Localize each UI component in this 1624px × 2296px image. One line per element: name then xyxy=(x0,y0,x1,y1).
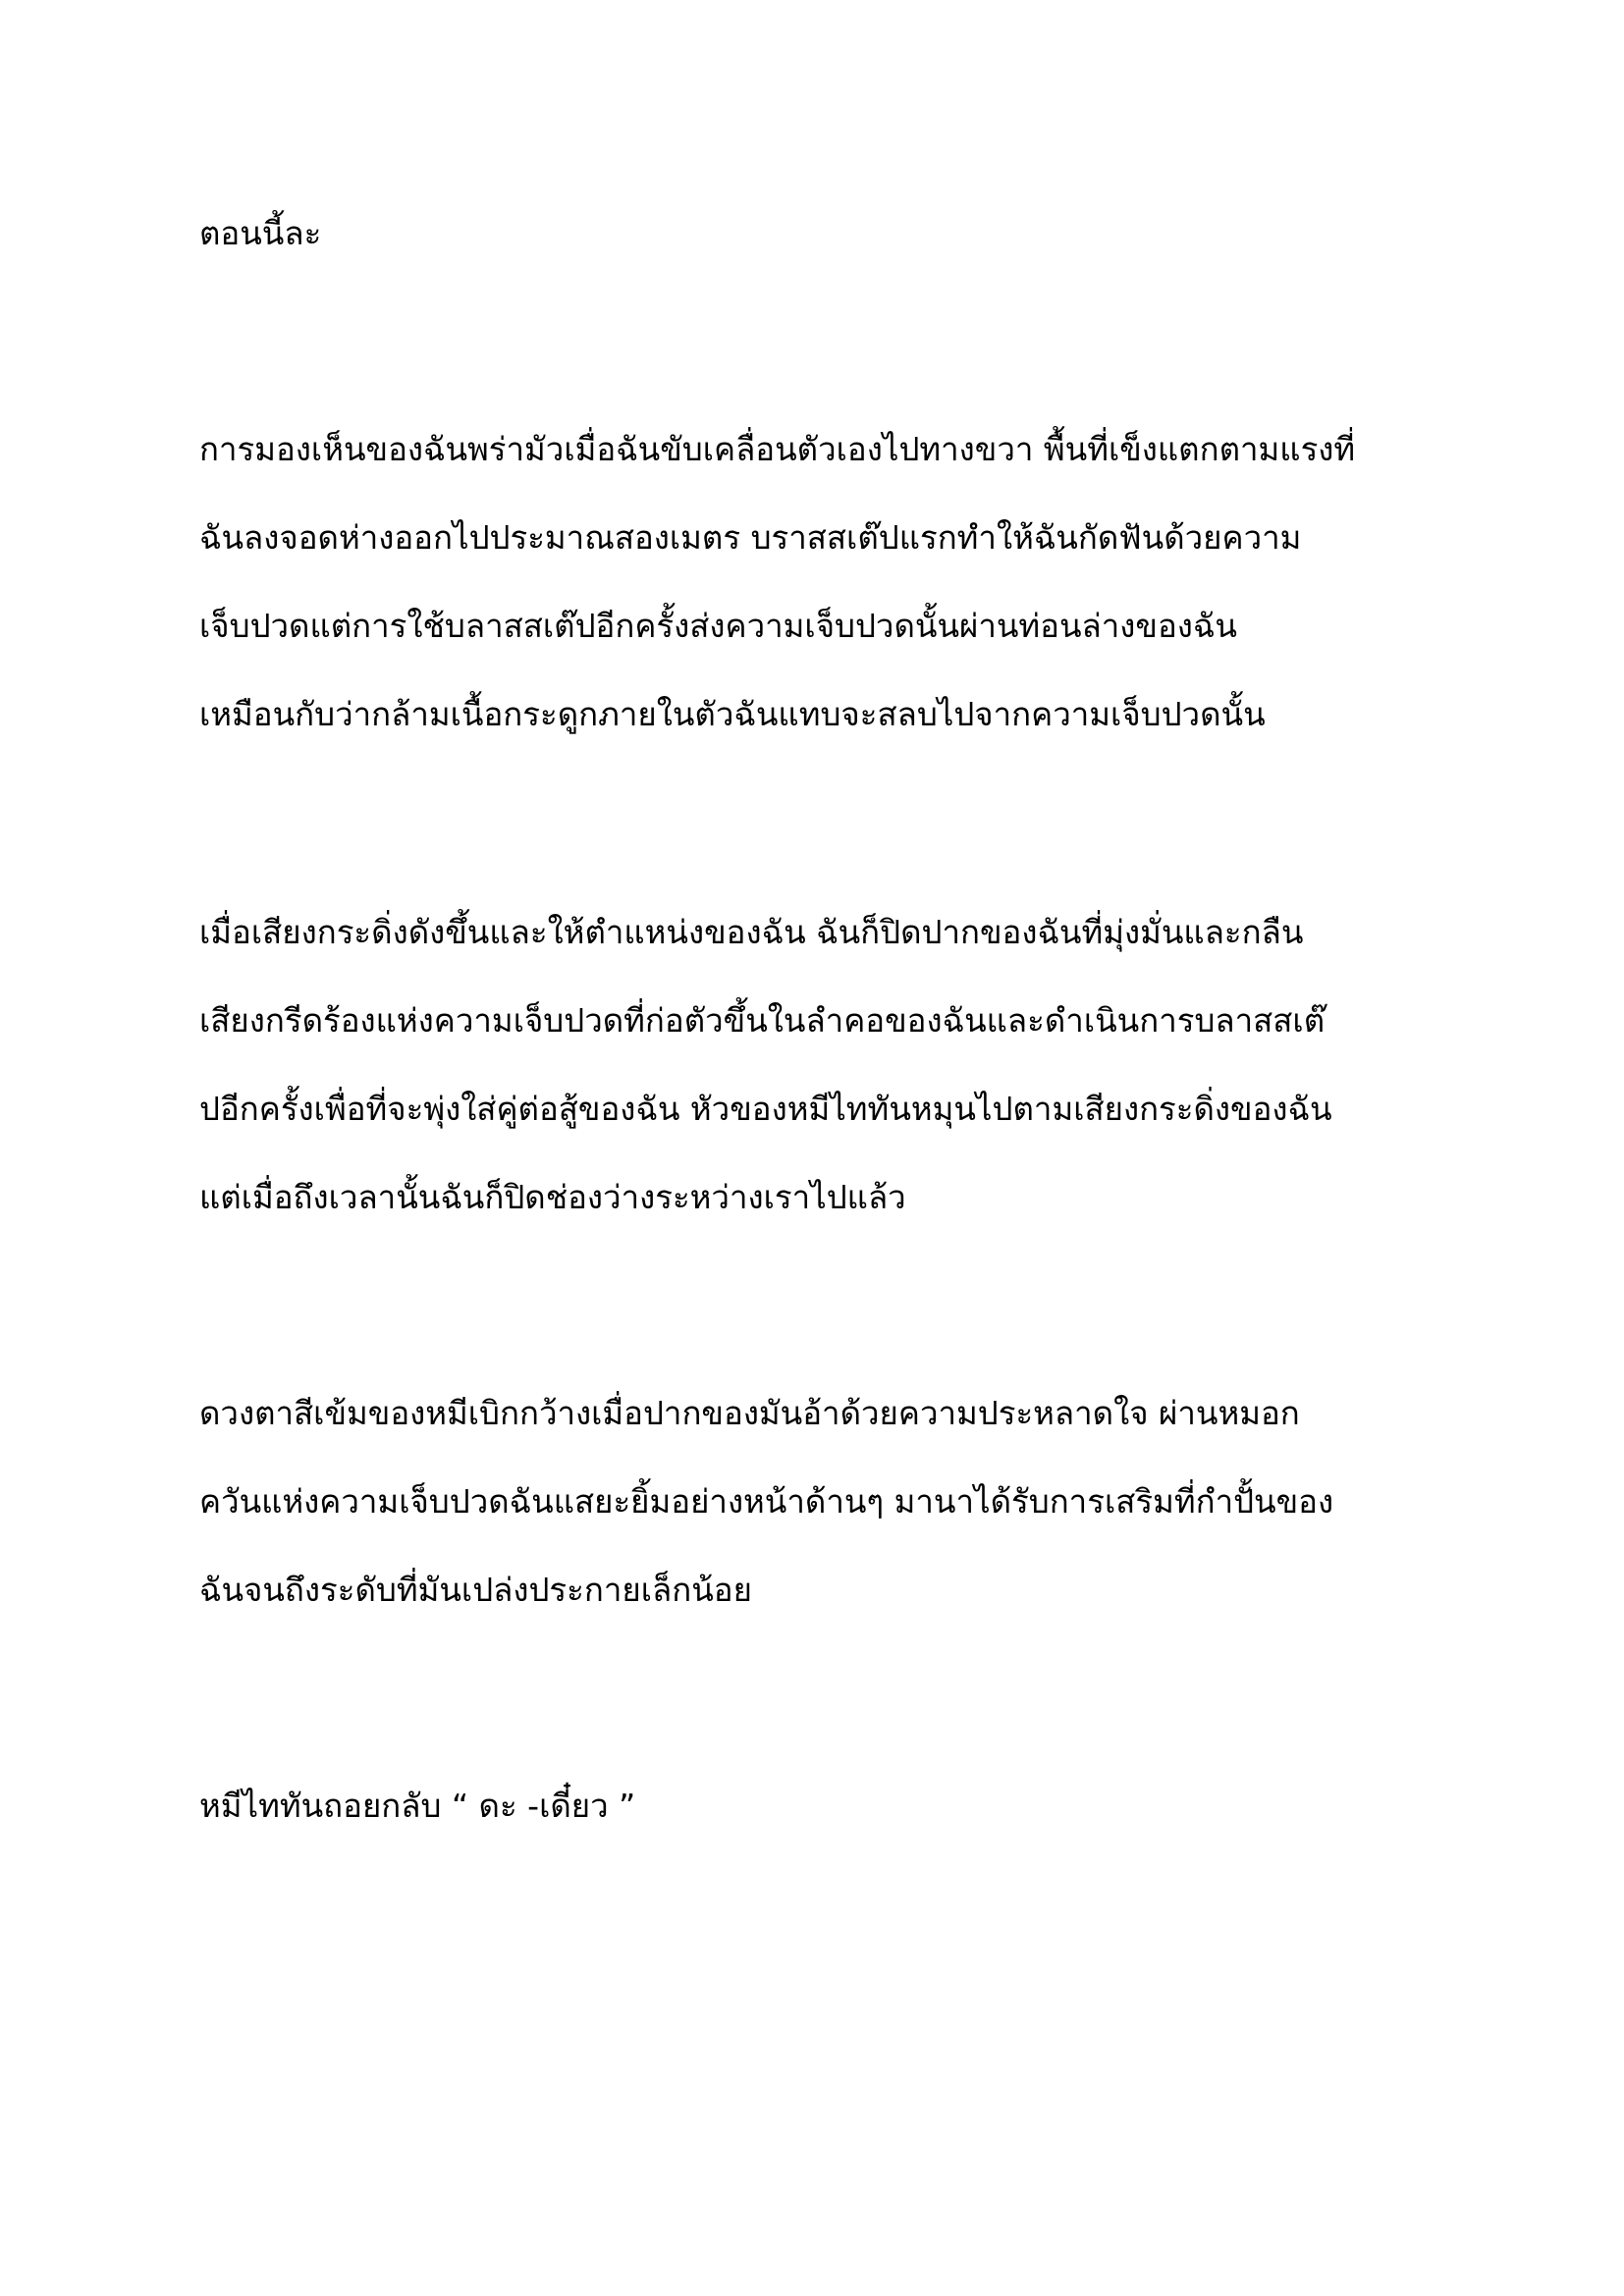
paragraph-1-line-4: เหมือนกับว่ากล้ามเนื้อกระดูกภายในตัวฉันแทบจะสลบไปจากความเจ็บปวดนั้น xyxy=(199,695,1266,733)
dialogue-line: หมีไททันถอยกลับ “ ดะ -เดี๋ยว ” xyxy=(199,1787,636,1825)
paragraph-1-line-2: ฉันลงจอดห่างออกไปประมาณสองเมตร บราสสเต๊ปแรกทำให้ฉันกัดฟันด้วยความ xyxy=(199,518,1302,557)
paragraph-3-line-2: ควันแห่งความเจ็บปวดฉันแสยะยิ้มอย่างหน้าด้านๆ มานาได้รับการเสริมที่กำปั้นของ xyxy=(199,1482,1334,1521)
paragraph-1-line-3: เจ็บปวดแต่การใช้บลาสสเต๊ปอีกครั้งส่งความเจ็บปวดนั้นผ่านท่อนล่างของฉัน xyxy=(199,607,1237,645)
paragraph-3-line-3: ฉันจนถึงระดับที่มันเปล่งประกายเล็กน้อย xyxy=(199,1571,752,1609)
paragraph-2-line-4: แต่เมื่อถึงเวลานั้นฉันก็ปิดช่องว่างระหว่างเราไปแล้ว xyxy=(199,1178,906,1216)
paragraph-2-line-3: ปอีกครั้งเพื่อที่จะพุ่งใส่คู่ต่อสู้ของฉัน หัวของหมีไททันหมุนไปตามเสียงกระดิ่งของฉัน xyxy=(199,1090,1332,1128)
paragraph-1-line-1: การมองเห็นของฉันพร่ามัวเมื่อฉันขับเคลื่อนตัวเองไปทางขวา พื้นที่เข็งแตกตามแรงที่ xyxy=(199,430,1356,468)
paragraph-2-line-1: เมื่อเสียงกระดิ่งดังขึ้นและให้ตำแหน่งของฉัน ฉันก็ปิดปากของฉันที่มุ่งมั่นและกลืน xyxy=(199,913,1304,951)
text-line-opening: ตอนนี้ละ xyxy=(199,214,322,252)
paragraph-3-line-1: ดวงตาสีเข้มของหมีเบิกกว้างเมื่อปากของมันอ้าด้วยความประหลาดใจ ผ่านหมอก xyxy=(199,1394,1300,1432)
paragraph-2-line-2: เสียงกรีดร้องแห่งความเจ็บปวดที่ก่อตัวขึ้นในลำคอของฉันและดำเนินการบลาสสเต๊ xyxy=(199,1001,1326,1040)
